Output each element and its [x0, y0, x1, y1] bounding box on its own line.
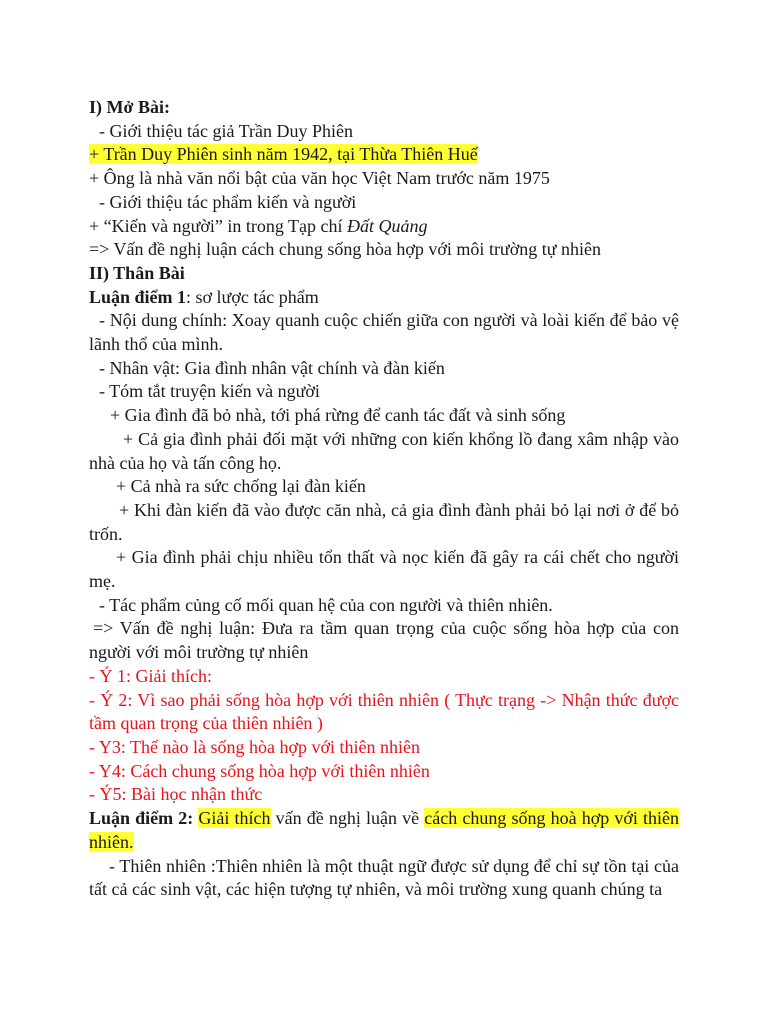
y-5: - Ý5: Bài học nhận thức — [89, 784, 263, 805]
intro-author: - Giới thiệu tác giả Trần Duy Phiên — [99, 120, 353, 141]
luan-diem-1 — [89, 286, 679, 310]
nature-definition: - Thiên nhiên :Thiên nhiên là một thuật ngữ được sử dụng để chỉ sự tồn tại của tất cả các sinh vật, các hiện tượng tự nhiên, và môi trường xung quanh chúng ta — [89, 855, 679, 900]
intro-issue: => Vấn đề nghị luận cách chung sống hòa hợp với môi trường tự nhiên — [89, 239, 601, 260]
luan-diem-2-label: Luận điểm 2: — [89, 808, 194, 829]
y-4: - Y4: Cách chung sống hòa hợp với thiên nhiên — [89, 760, 430, 781]
intro-writer: + Ông là nhà văn nổi bật của văn học Việt Nam trước năm 1975 — [89, 168, 550, 189]
highlight-giai-thich: Giải thích — [198, 808, 271, 829]
summary-4: + Khi đàn kiến đã vào được căn nhà, cả gia đình đành phải bỏ lại nơi ở để bỏ trốn. — [89, 499, 679, 544]
summary-heading: - Tóm tắt truyện kiến và người — [99, 381, 320, 402]
y-1: - Ý 1: Giải thích: — [89, 665, 212, 686]
luan-diem-1-text: : sơ lược tác phẩm — [186, 286, 319, 307]
intro-work: - Giới thiệu tác phẩm kiến và người — [99, 191, 357, 212]
luan-diem-1-label: Luận điểm 1 — [89, 286, 187, 307]
summary-2: + Cả gia đình phải đối mặt với những con kiến khổng lồ đang xâm nhập vào nhà của họ và tấn công họ. — [89, 428, 679, 473]
y-3: - Y3: Thế nào là sống hòa hợp với thiên nhiên — [89, 736, 420, 757]
highlight-topic: cách chung sống hoà hợp với thiên nhiên. — [89, 808, 680, 852]
luan-diem-2-text: vấn đề nghị luận về — [270, 808, 425, 829]
issue-statement: => Vấn đề nghị luận: Đưa ra tầm quan trọng của cuộc sống hòa hợp của con người với môi trường tự nhiên — [89, 618, 679, 663]
heading-than-bai: II) Thân Bài — [89, 262, 185, 283]
published-text: + “Kiến và người” in trong Tạp chí — [89, 215, 348, 236]
summary-5: + Gia đình phải chịu nhiều tổn thất và nọc kiến đã gây ra cái chết cho người mẹ. — [89, 547, 679, 592]
main-content: - Nội dung chính: Xoay quanh cuộc chiến giữa con người và loài kiến để bảo vệ lãnh thổ của mình. — [89, 310, 679, 355]
luan-diem-2 — [89, 807, 679, 854]
document-body — [89, 96, 679, 902]
summary-3: + Cả nhà ra sức chống lại đàn kiến — [116, 476, 366, 497]
characters: - Nhân vật: Gia đình nhân vật chính và đàn kiến — [99, 357, 445, 378]
magazine-name: Đất Quảng — [347, 215, 428, 236]
summary-1: + Gia đình đã bỏ nhà, tới phá rừng để canh tác đất và sinh sống — [110, 405, 566, 426]
heading-mo-bai: I) Mở Bài: — [89, 97, 170, 117]
intro-published — [89, 215, 679, 239]
y-2: - Ý 2: Vì sao phải sống hòa hợp với thiên nhiên ( Thực trạng -> Nhận thức được tầm quan trọng của thiên nhiên ) — [89, 689, 679, 734]
work-relation: - Tác phẩm củng cố mối quan hệ của con người và thiên nhiên. — [99, 594, 553, 615]
highlighted-text: + Trần Duy Phiên sinh năm 1942, tại Thừa Thiên Huế — [89, 144, 478, 165]
intro-birth — [89, 143, 679, 167]
